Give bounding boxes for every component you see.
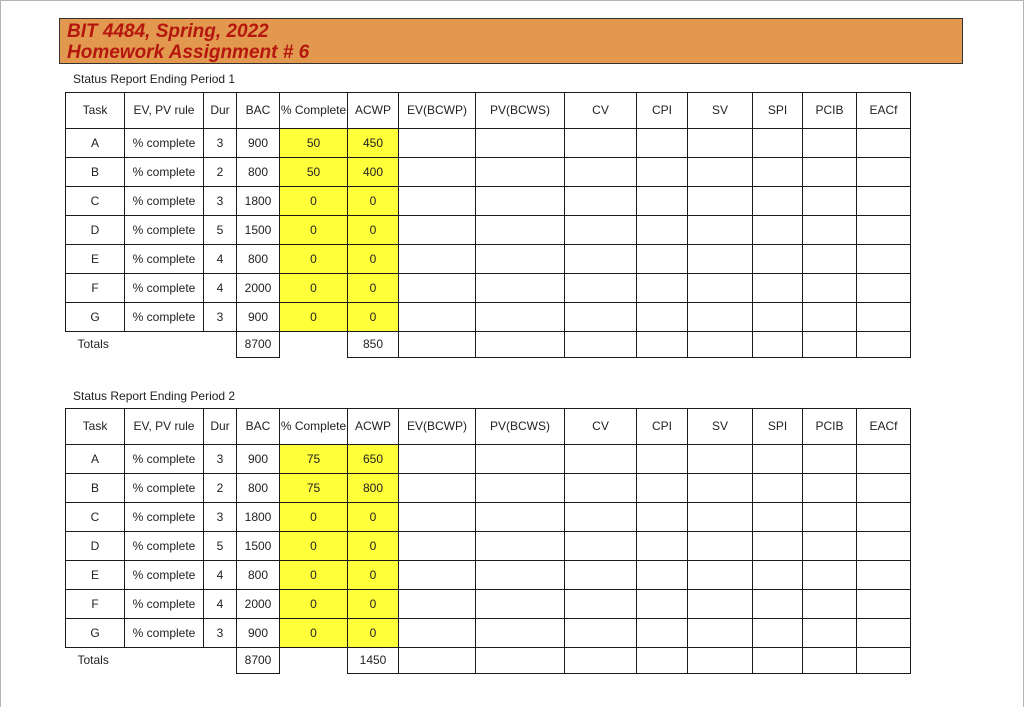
cpi-cell (637, 561, 688, 590)
task-cell: G (66, 303, 125, 332)
column-header: EV, PV rule (125, 409, 204, 445)
pv-cell (476, 274, 565, 303)
ev-cell (399, 532, 476, 561)
sv-cell (688, 303, 753, 332)
bac-cell: 800 (237, 561, 280, 590)
totals-ev (399, 332, 476, 358)
percent-complete-cell: 0 (280, 274, 348, 303)
bac-cell: 1800 (237, 187, 280, 216)
totals-eacf (857, 648, 911, 674)
dur-cell: 3 (204, 503, 237, 532)
acwp-cell: 0 (348, 532, 399, 561)
bac-cell: 800 (237, 474, 280, 503)
percent-complete-cell: 0 (280, 216, 348, 245)
ev-cell (399, 474, 476, 503)
acwp-cell: 0 (348, 187, 399, 216)
rule-cell: % complete (125, 532, 204, 561)
column-header: ACWP (348, 409, 399, 445)
column-header: CV (565, 409, 637, 445)
pv-cell (476, 245, 565, 274)
cpi-cell (637, 590, 688, 619)
table-row (66, 129, 911, 158)
task-cell: C (66, 187, 125, 216)
sv-cell (688, 245, 753, 274)
column-header: PCIB (803, 409, 857, 445)
totals-pv (476, 648, 565, 674)
acwp-cell: 0 (348, 561, 399, 590)
cv-cell (565, 474, 637, 503)
cv-cell (565, 129, 637, 158)
percent-complete-cell: 50 (280, 129, 348, 158)
eacf-cell (857, 532, 911, 561)
dur-cell: 4 (204, 561, 237, 590)
eacf-cell (857, 619, 911, 648)
task-cell: D (66, 532, 125, 561)
acwp-cell: 0 (348, 619, 399, 648)
totals-acwp: 850 (348, 332, 399, 358)
ev-cell (399, 216, 476, 245)
rule-cell: % complete (125, 303, 204, 332)
sv-cell (688, 274, 753, 303)
pv-cell (476, 619, 565, 648)
pv-cell (476, 187, 565, 216)
totals-row (66, 332, 911, 358)
spi-cell (753, 445, 803, 474)
table-row (66, 158, 911, 187)
totals-spi (753, 332, 803, 358)
column-header: % Complete (280, 93, 348, 129)
spi-cell (753, 274, 803, 303)
pcib-cell (803, 216, 857, 245)
spi-cell (753, 619, 803, 648)
sv-cell (688, 619, 753, 648)
eacf-cell (857, 445, 911, 474)
cv-cell (565, 503, 637, 532)
rule-cell: % complete (125, 129, 204, 158)
eacf-cell (857, 158, 911, 187)
bac-cell: 900 (237, 129, 280, 158)
column-header: Dur (204, 409, 237, 445)
table-row (66, 619, 911, 648)
cpi-cell (637, 216, 688, 245)
dur-cell: 2 (204, 158, 237, 187)
cpi-cell (637, 129, 688, 158)
column-header: CPI (637, 409, 688, 445)
acwp-cell: 450 (348, 129, 399, 158)
dur-cell: 3 (204, 619, 237, 648)
period-2-title: Status Report Ending Period 2 (73, 389, 236, 403)
column-header: Dur (204, 93, 237, 129)
period-1-table (65, 92, 911, 358)
cv-cell (565, 619, 637, 648)
sv-cell (688, 129, 753, 158)
pcib-cell (803, 158, 857, 187)
acwp-cell: 0 (348, 216, 399, 245)
sv-cell (688, 187, 753, 216)
acwp-cell: 0 (348, 590, 399, 619)
cv-cell (565, 158, 637, 187)
totals-eacf (857, 332, 911, 358)
totals-label: Totals (66, 648, 237, 674)
pcib-cell (803, 561, 857, 590)
task-cell: B (66, 158, 125, 187)
spi-cell (753, 532, 803, 561)
totals-pcib (803, 648, 857, 674)
task-cell: B (66, 474, 125, 503)
table-row (66, 590, 911, 619)
course-title: BIT 4484, Spring, 2022 (67, 21, 269, 42)
acwp-cell: 800 (348, 474, 399, 503)
pcib-cell (803, 619, 857, 648)
column-header: PV(BCWS) (476, 93, 565, 129)
bac-cell: 1500 (237, 532, 280, 561)
totals-sv (688, 332, 753, 358)
column-header: EV(BCWP) (399, 93, 476, 129)
column-header: SV (688, 409, 753, 445)
percent-complete-cell: 0 (280, 503, 348, 532)
totals-bac: 8700 (237, 648, 280, 674)
bac-cell: 800 (237, 158, 280, 187)
totals-cpi (637, 332, 688, 358)
ev-cell (399, 303, 476, 332)
task-cell: A (66, 445, 125, 474)
table-row (66, 216, 911, 245)
totals-acwp: 1450 (348, 648, 399, 674)
totals-cv (565, 648, 637, 674)
header-row (66, 93, 911, 129)
column-header: EV, PV rule (125, 93, 204, 129)
pcib-cell (803, 445, 857, 474)
eacf-cell (857, 503, 911, 532)
cv-cell (565, 245, 637, 274)
eacf-cell (857, 216, 911, 245)
column-header: CV (565, 93, 637, 129)
totals-sv (688, 648, 753, 674)
rule-cell: % complete (125, 503, 204, 532)
dur-cell: 5 (204, 216, 237, 245)
acwp-cell: 0 (348, 503, 399, 532)
dur-cell: 4 (204, 590, 237, 619)
task-cell: E (66, 245, 125, 274)
percent-complete-cell: 75 (280, 474, 348, 503)
dur-cell: 4 (204, 274, 237, 303)
sv-cell (688, 532, 753, 561)
rule-cell: % complete (125, 619, 204, 648)
ev-cell (399, 274, 476, 303)
acwp-cell: 0 (348, 303, 399, 332)
totals-label: Totals (66, 332, 237, 358)
cpi-cell (637, 303, 688, 332)
totals-cpi (637, 648, 688, 674)
period-2-table (65, 408, 911, 674)
bac-cell: 800 (237, 245, 280, 274)
cpi-cell (637, 474, 688, 503)
percent-complete-cell: 0 (280, 187, 348, 216)
acwp-cell: 0 (348, 274, 399, 303)
table-row (66, 303, 911, 332)
percent-complete-cell: 0 (280, 532, 348, 561)
task-cell: F (66, 590, 125, 619)
spi-cell (753, 590, 803, 619)
ev-cell (399, 590, 476, 619)
assignment-header (59, 18, 963, 64)
ev-cell (399, 187, 476, 216)
acwp-cell: 400 (348, 158, 399, 187)
spi-cell (753, 303, 803, 332)
eacf-cell (857, 274, 911, 303)
table-row (66, 274, 911, 303)
eacf-cell (857, 245, 911, 274)
ev-cell (399, 129, 476, 158)
spi-cell (753, 216, 803, 245)
pv-cell (476, 474, 565, 503)
table-row (66, 245, 911, 274)
table-row (66, 532, 911, 561)
column-header: BAC (237, 93, 280, 129)
spi-cell (753, 503, 803, 532)
cpi-cell (637, 532, 688, 561)
spi-cell (753, 245, 803, 274)
column-header: ACWP (348, 93, 399, 129)
totals-pct-empty (280, 648, 348, 674)
totals-pcib (803, 332, 857, 358)
totals-ev (399, 648, 476, 674)
bac-cell: 1500 (237, 216, 280, 245)
eacf-cell (857, 187, 911, 216)
percent-complete-cell: 0 (280, 590, 348, 619)
sv-cell (688, 216, 753, 245)
bac-cell: 2000 (237, 590, 280, 619)
task-cell: G (66, 619, 125, 648)
assignment-title: Homework Assignment # 6 (67, 42, 310, 63)
bac-cell: 900 (237, 303, 280, 332)
column-header: % Complete (280, 409, 348, 445)
pv-cell (476, 590, 565, 619)
pv-cell (476, 216, 565, 245)
ev-cell (399, 245, 476, 274)
eacf-cell (857, 590, 911, 619)
sv-cell (688, 158, 753, 187)
totals-cv (565, 332, 637, 358)
rule-cell: % complete (125, 187, 204, 216)
rule-cell: % complete (125, 274, 204, 303)
column-header: Task (66, 93, 125, 129)
dur-cell: 2 (204, 474, 237, 503)
cv-cell (565, 561, 637, 590)
totals-bac: 8700 (237, 332, 280, 358)
column-header: EACf (857, 93, 911, 129)
column-header: PCIB (803, 93, 857, 129)
rule-cell: % complete (125, 158, 204, 187)
cpi-cell (637, 274, 688, 303)
table-row (66, 187, 911, 216)
column-header: EACf (857, 409, 911, 445)
pv-cell (476, 503, 565, 532)
pcib-cell (803, 532, 857, 561)
cpi-cell (637, 445, 688, 474)
spi-cell (753, 474, 803, 503)
pv-cell (476, 129, 565, 158)
column-header: BAC (237, 409, 280, 445)
percent-complete-cell: 75 (280, 445, 348, 474)
header-row (66, 409, 911, 445)
bac-cell: 1800 (237, 503, 280, 532)
pcib-cell (803, 474, 857, 503)
pcib-cell (803, 590, 857, 619)
bac-cell: 900 (237, 619, 280, 648)
pv-cell (476, 158, 565, 187)
dur-cell: 3 (204, 303, 237, 332)
pcib-cell (803, 274, 857, 303)
cv-cell (565, 445, 637, 474)
percent-complete-cell: 0 (280, 245, 348, 274)
pv-cell (476, 561, 565, 590)
dur-cell: 3 (204, 187, 237, 216)
acwp-cell: 650 (348, 445, 399, 474)
column-header: CPI (637, 93, 688, 129)
dur-cell: 3 (204, 445, 237, 474)
spi-cell (753, 158, 803, 187)
cpi-cell (637, 503, 688, 532)
rule-cell: % complete (125, 445, 204, 474)
percent-complete-cell: 50 (280, 158, 348, 187)
pv-cell (476, 303, 565, 332)
dur-cell: 4 (204, 245, 237, 274)
table-row (66, 474, 911, 503)
pv-cell (476, 445, 565, 474)
cv-cell (565, 303, 637, 332)
rule-cell: % complete (125, 590, 204, 619)
totals-pv (476, 332, 565, 358)
ev-cell (399, 158, 476, 187)
cpi-cell (637, 245, 688, 274)
spi-cell (753, 187, 803, 216)
spi-cell (753, 129, 803, 158)
column-header: SV (688, 93, 753, 129)
pcib-cell (803, 503, 857, 532)
ev-cell (399, 561, 476, 590)
table-row (66, 503, 911, 532)
rule-cell: % complete (125, 474, 204, 503)
column-header: Task (66, 409, 125, 445)
totals-spi (753, 648, 803, 674)
ev-cell (399, 503, 476, 532)
bac-cell: 2000 (237, 274, 280, 303)
task-cell: A (66, 129, 125, 158)
percent-complete-cell: 0 (280, 619, 348, 648)
rule-cell: % complete (125, 216, 204, 245)
bac-cell: 900 (237, 445, 280, 474)
cpi-cell (637, 158, 688, 187)
table-row (66, 445, 911, 474)
cpi-cell (637, 619, 688, 648)
eacf-cell (857, 129, 911, 158)
task-cell: C (66, 503, 125, 532)
dur-cell: 3 (204, 129, 237, 158)
cv-cell (565, 216, 637, 245)
cv-cell (565, 532, 637, 561)
percent-complete-cell: 0 (280, 303, 348, 332)
sv-cell (688, 561, 753, 590)
acwp-cell: 0 (348, 245, 399, 274)
eacf-cell (857, 474, 911, 503)
totals-pct-empty (280, 332, 348, 358)
pcib-cell (803, 245, 857, 274)
column-header: PV(BCWS) (476, 409, 565, 445)
sv-cell (688, 590, 753, 619)
table-row (66, 561, 911, 590)
task-cell: D (66, 216, 125, 245)
eacf-cell (857, 303, 911, 332)
task-cell: F (66, 274, 125, 303)
pcib-cell (803, 129, 857, 158)
pcib-cell (803, 187, 857, 216)
eacf-cell (857, 561, 911, 590)
dur-cell: 5 (204, 532, 237, 561)
sv-cell (688, 474, 753, 503)
sv-cell (688, 503, 753, 532)
cv-cell (565, 187, 637, 216)
ev-cell (399, 619, 476, 648)
cv-cell (565, 590, 637, 619)
ev-cell (399, 445, 476, 474)
sv-cell (688, 445, 753, 474)
period-1-title: Status Report Ending Period 1 (73, 72, 236, 86)
pcib-cell (803, 303, 857, 332)
rule-cell: % complete (125, 245, 204, 274)
totals-row (66, 648, 911, 674)
task-cell: E (66, 561, 125, 590)
cv-cell (565, 274, 637, 303)
percent-complete-cell: 0 (280, 561, 348, 590)
pv-cell (476, 532, 565, 561)
cpi-cell (637, 187, 688, 216)
spi-cell (753, 561, 803, 590)
column-header: SPI (753, 409, 803, 445)
rule-cell: % complete (125, 561, 204, 590)
column-header: EV(BCWP) (399, 409, 476, 445)
column-header: SPI (753, 93, 803, 129)
